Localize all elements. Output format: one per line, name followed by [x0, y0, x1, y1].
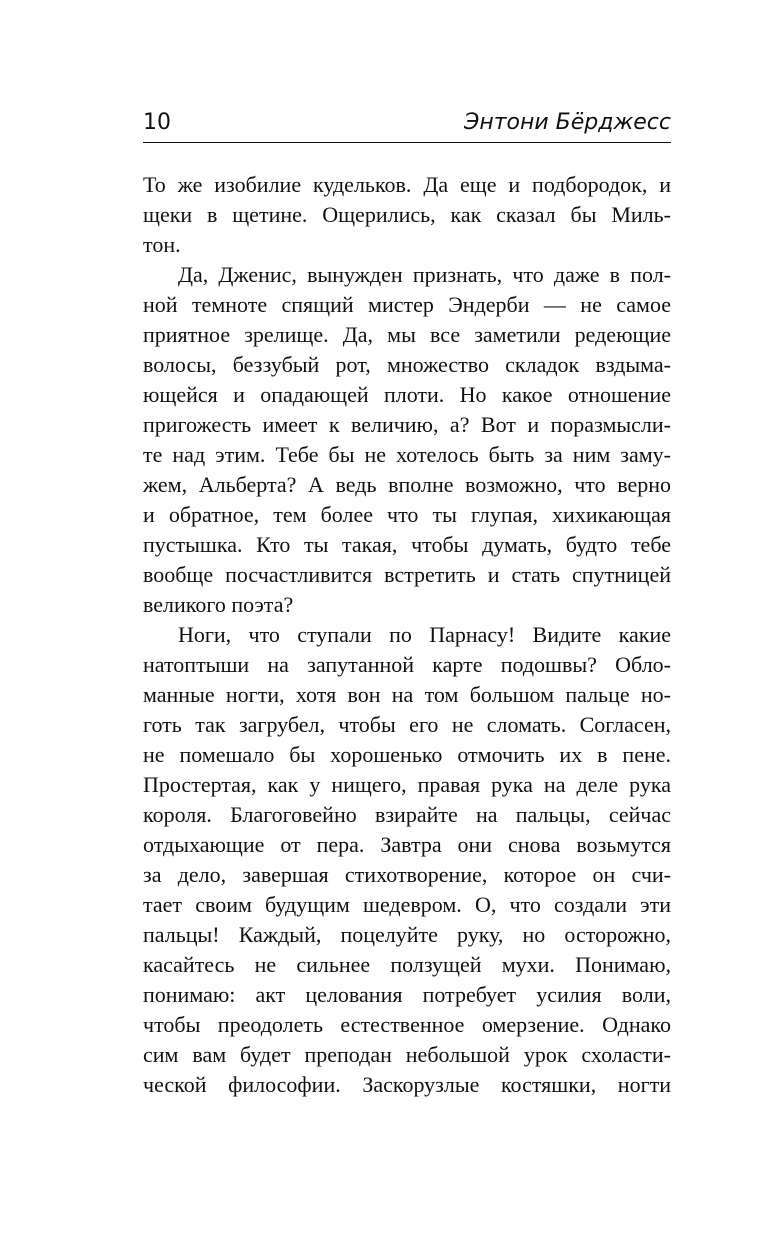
text-line: за дело, завершая стихотворение, которое он счи-	[143, 862, 671, 887]
text-line: готь так загрубел, чтобы его не сломать. Согласен,	[143, 712, 671, 737]
text-line: великого поэта?	[143, 592, 294, 617]
text-line: ной темноте спящий мистер Эндерби — не самое	[143, 292, 671, 317]
text-line: ческой философии. Заскорузлые костяшки, ногти	[143, 1072, 671, 1097]
text-line: пальцы! Каждый, поцелуйте руку, но осторожно,	[143, 922, 671, 947]
text-line: приятное зрелище. Да, мы все заметили редеющие	[143, 322, 671, 347]
text-line: Простертая, как у нищего, правая рука на деле рука	[143, 772, 671, 797]
text-line: те над этим. Тебе бы не хотелось быть за ним заму-	[143, 442, 671, 467]
text-line: короля. Благоговейно взирайте на пальцы, сейчас	[143, 802, 671, 827]
body-text	[143, 170, 671, 1100]
paragraph-start-line: Ноги, что ступали по Парнасу! Видите какие	[178, 622, 671, 647]
text-line: сим вам будет преподан небольшой урок схоласти-	[143, 1042, 671, 1067]
text-line: не помешало бы хорошенько отмочить их в пене.	[143, 742, 671, 767]
page-header	[143, 108, 671, 143]
text-line: жем, Альберта? А ведь вполне возможно, что верно	[143, 472, 671, 497]
text-line: отдыхающие от пера. Завтра они снова возьмутся	[143, 832, 671, 857]
running-head-author: Энтони Бёрджесс	[463, 110, 671, 135]
text-line: манные ногти, хотя вон на том большом пальце но-	[143, 682, 671, 707]
text-line: тает своим будущим шедевром. О, что создали эти	[143, 892, 671, 917]
text-line: ющейся и опадающей плоти. Но какое отношение	[143, 382, 671, 407]
text-line: волосы, беззубый рот, множество складок вздыма-	[143, 352, 671, 377]
text-line: То же изобилие кудельков. Да еще и подбородок, и	[143, 172, 671, 197]
text-line: касайтесь не сильнее ползущей мухи. Понимаю,	[143, 952, 671, 977]
text-line: и обратное, тем более что ты глупая, хихикающая	[143, 502, 671, 527]
text-line: натоптыши на запутанной карте подошвы? Обло-	[143, 652, 671, 677]
page-number: 10	[143, 110, 171, 135]
text-line: чтобы преодолеть естественное омерзение. Однако	[143, 1012, 671, 1037]
text-line: понимаю: акт целования потребует усилия воли,	[143, 982, 671, 1007]
text-line: вообще посчастливится встретить и стать спутницей	[143, 562, 671, 587]
text-line: тон.	[143, 232, 181, 257]
text-line: щеки в щетине. Ощерились, как сказал бы Миль-	[143, 202, 671, 227]
text-line: пригожесть имеет к величию, а? Вот и поразмысли-	[143, 412, 671, 437]
paragraph-start-line: Да, Дженис, вынужден признать, что даже в пол-	[178, 262, 671, 287]
text-line: пустышка. Кто ты такая, чтобы думать, будто тебе	[143, 532, 671, 557]
